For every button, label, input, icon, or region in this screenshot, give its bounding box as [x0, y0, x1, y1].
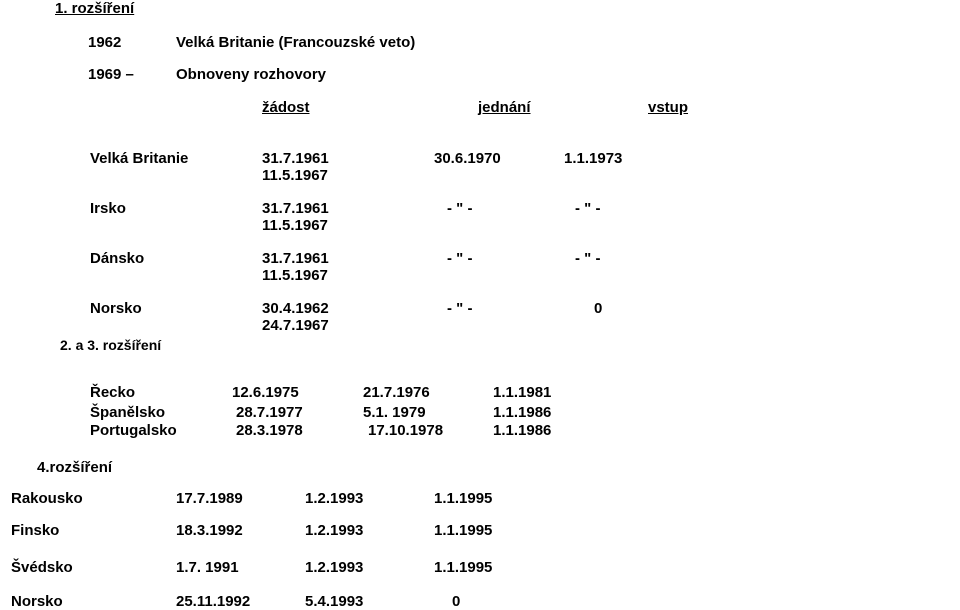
- s2-row-entry: 1.1.1986: [493, 404, 552, 421]
- section-1-heading: 1. rozšíření: [55, 0, 135, 17]
- s1-row-request-2: 11.5.1967: [262, 267, 328, 284]
- s1-row-talks: - " -: [447, 250, 473, 267]
- s4-row-entry: 0: [452, 593, 461, 610]
- s2-row-country: Řecko: [90, 384, 136, 401]
- s4-row-talks: 1.2.1993: [305, 559, 364, 576]
- s4-row-entry: 1.1.1995: [434, 490, 493, 507]
- s1-row-talks: - " -: [447, 300, 473, 317]
- s4-row-country: Rakousko: [11, 490, 83, 507]
- s4-row-request: 18.3.1992: [176, 522, 243, 539]
- s2-row-entry: 1.1.1981: [493, 384, 552, 401]
- s1-row-country: Velká Britanie: [90, 150, 189, 167]
- section-4-heading: 4.rozšíření: [37, 459, 113, 476]
- s4-row-request: 25.11.1992: [176, 593, 251, 610]
- s4-row-country: Švédsko: [11, 559, 73, 576]
- s1-row-request: 31.7.1961: [262, 150, 329, 167]
- s2-row-request: 28.7.1977: [236, 404, 303, 421]
- s2-row-entry: 1.1.1986: [493, 422, 552, 439]
- s4-row-entry: 1.1.1995: [434, 559, 493, 576]
- s2-row-country: Portugalsko: [90, 422, 177, 439]
- s4-row-talks: 1.2.1993: [305, 522, 364, 539]
- s1-row-entry: 0: [594, 300, 603, 317]
- s1-row-entry: - " -: [575, 250, 601, 267]
- s2-row-talks: 21.7.1976: [363, 384, 430, 401]
- column-header-request: žádost: [262, 99, 310, 116]
- s2-row-country: Španělsko: [90, 404, 166, 421]
- event-1969-year: 1969 –: [88, 66, 134, 83]
- s1-row-request-2: 11.5.1967: [262, 167, 328, 184]
- s4-row-request: 1.7. 1991: [176, 559, 239, 576]
- column-header-entry: vstup: [648, 99, 689, 116]
- s1-row-request: 30.4.1962: [262, 300, 329, 317]
- s2-row-request: 12.6.1975: [232, 384, 299, 401]
- event-1962-year: 1962: [88, 34, 122, 51]
- s4-row-country: Norsko: [11, 593, 63, 610]
- s1-row-request-2: 24.7.1967: [262, 317, 329, 334]
- event-1969-text: Obnoveny rozhovory: [176, 66, 327, 83]
- s1-row-request-2: 11.5.1967: [262, 217, 328, 234]
- s4-row-entry: 1.1.1995: [434, 522, 493, 539]
- s1-row-talks: 30.6.1970: [434, 150, 501, 167]
- s2-row-request: 28.3.1978: [236, 422, 303, 439]
- s1-row-entry: - " -: [575, 200, 601, 217]
- s2-row-talks: 17.10.1978: [368, 422, 444, 439]
- s1-row-country: Norsko: [90, 300, 142, 317]
- s4-row-country: Finsko: [11, 522, 60, 539]
- column-header-talks: jednání: [478, 99, 531, 116]
- s4-row-request: 17.7.1989: [176, 490, 243, 507]
- s1-row-request: 31.7.1961: [262, 250, 329, 267]
- s1-row-country: Irsko: [90, 200, 126, 217]
- s2-row-talks: 5.1. 1979: [363, 404, 426, 421]
- section-2-3-heading: 2. a 3. rozšíření: [60, 337, 162, 353]
- s1-row-entry: 1.1.1973: [564, 150, 623, 167]
- s1-row-talks: - " -: [447, 200, 473, 217]
- event-1962-text: Velká Britanie (Francouzské veto): [176, 34, 416, 51]
- s1-row-country: Dánsko: [90, 250, 145, 267]
- s1-row-request: 31.7.1961: [262, 200, 329, 217]
- s4-row-talks: 5.4.1993: [305, 593, 364, 610]
- s4-row-talks: 1.2.1993: [305, 490, 364, 507]
